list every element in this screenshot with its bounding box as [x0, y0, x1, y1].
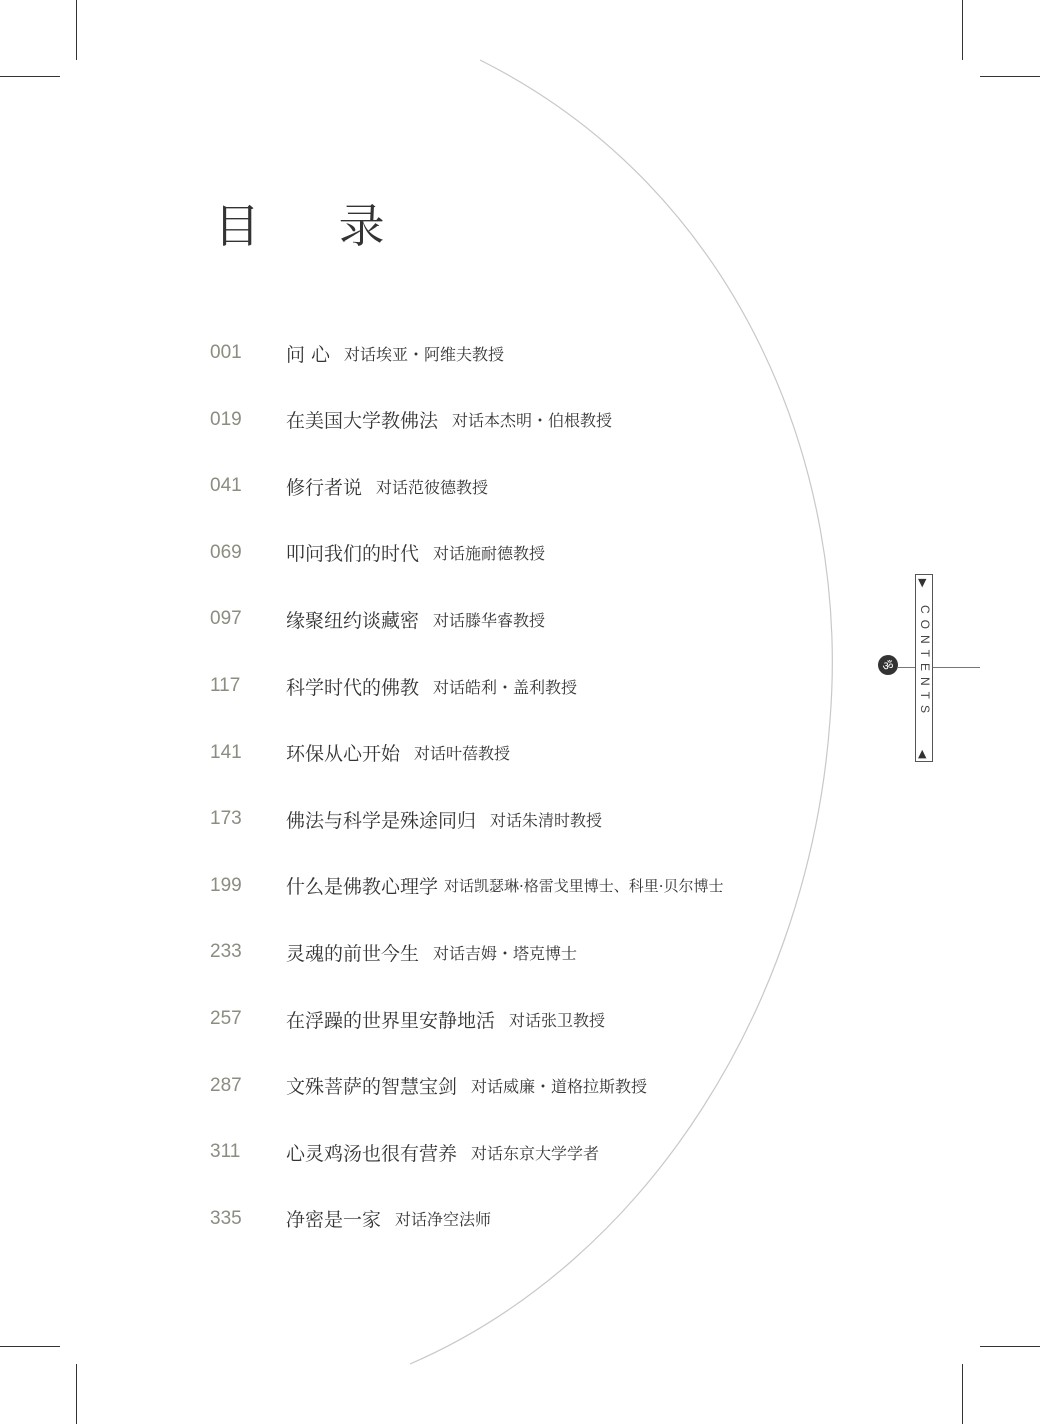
toc-page-number: 311 [210, 1141, 241, 1163]
toc-subtitle: 对话范彼德教授 [376, 477, 489, 497]
triangle-down-icon: ▼ [918, 576, 927, 589]
toc-subtitle: 对话埃亚・阿维夫教授 [344, 344, 505, 364]
toc-subtitle: 对话皓利・盖利教授 [433, 677, 578, 697]
toc-subtitle: 对话凯瑟琳·格雷戈里博士、科里·贝尔博士 [444, 877, 724, 896]
toc-entry[interactable] [210, 536, 545, 570]
toc-entry[interactable] [210, 1202, 491, 1236]
toc-title: 在浮躁的世界里安静地活 [286, 1009, 496, 1032]
toc-subtitle: 对话东京大学学者 [471, 1143, 600, 1163]
toc-entry[interactable] [210, 669, 577, 703]
toc-entry[interactable] [210, 935, 577, 969]
toc-entry[interactable] [210, 602, 545, 636]
toc-page-number: 287 [210, 1074, 242, 1096]
page-title: 目 录 [214, 199, 417, 253]
toc-entry[interactable] [210, 802, 602, 836]
contents-tab-label: CONTENTS [918, 605, 932, 719]
toc-subtitle: 对话净空法师 [395, 1210, 492, 1230]
contents-tab [915, 574, 933, 762]
toc-entry[interactable] [210, 1069, 647, 1103]
toc-page-number: 173 [210, 808, 242, 830]
toc-entry[interactable] [210, 1135, 599, 1169]
toc-entry[interactable] [210, 869, 724, 903]
toc-page-number: 069 [210, 541, 242, 563]
toc-page-number: 001 [210, 342, 242, 363]
toc-title: 文殊菩萨的智慧宝剑 [286, 1076, 458, 1099]
toc-title: 缘聚纽约谈藏密 [286, 609, 420, 632]
toc-title: 在美国大学教佛法 [286, 410, 439, 433]
toc-page-number: 335 [210, 1207, 242, 1229]
toc-title: 科学时代的佛教 [286, 676, 420, 699]
toc-subtitle: 对话张卫教授 [509, 1010, 606, 1030]
toc-subtitle: 对话威廉・道格拉斯教授 [471, 1077, 648, 1097]
toc-subtitle: 对话施耐德教授 [433, 544, 546, 564]
toc-page-number: 141 [210, 741, 242, 763]
toc-title: 佛法与科学是殊途同归 [286, 809, 477, 832]
toc-title: 修行者说 [286, 476, 363, 499]
toc-title: 净密是一家 [286, 1209, 382, 1232]
toc-title: 环保从心开始 [286, 743, 401, 766]
toc-title: 叩问我们的时代 [286, 543, 420, 566]
toc-subtitle: 对话朱清时教授 [490, 810, 603, 830]
toc-title: 灵魂的前世今生 [286, 942, 420, 965]
triangle-up-icon: ▲ [918, 747, 927, 760]
toc-subtitle: 对话滕华睿教授 [433, 610, 546, 630]
toc-title: 心灵鸡汤也很有营养 [286, 1142, 458, 1165]
toc-page-number: 019 [210, 408, 242, 430]
toc-subtitle: 对话本杰明・伯根教授 [452, 411, 613, 431]
toc-page-number: 199 [210, 874, 242, 896]
toc-entry[interactable] [210, 736, 510, 770]
toc-page-number: 097 [210, 608, 242, 630]
toc-entry[interactable] [210, 1002, 605, 1036]
toc-subtitle: 对话吉姆・塔克博士 [433, 943, 578, 963]
toc-page-number: 257 [210, 1008, 242, 1029]
tab-connector-line [898, 667, 915, 668]
toc-entry[interactable] [210, 336, 504, 370]
tab-connector-line [933, 667, 980, 668]
toc-subtitle: 对话叶蓓教授 [414, 744, 511, 764]
toc-entry[interactable] [210, 403, 612, 437]
toc-title: 什么是佛教心理学 [286, 876, 439, 899]
toc-page-number: 041 [210, 475, 242, 497]
om-icon: ॐ [878, 655, 898, 675]
toc-page-number: 117 [210, 675, 241, 696]
toc-entry[interactable] [210, 469, 488, 503]
toc-title: 问 心 [286, 343, 331, 366]
toc-page-number: 233 [210, 941, 242, 963]
